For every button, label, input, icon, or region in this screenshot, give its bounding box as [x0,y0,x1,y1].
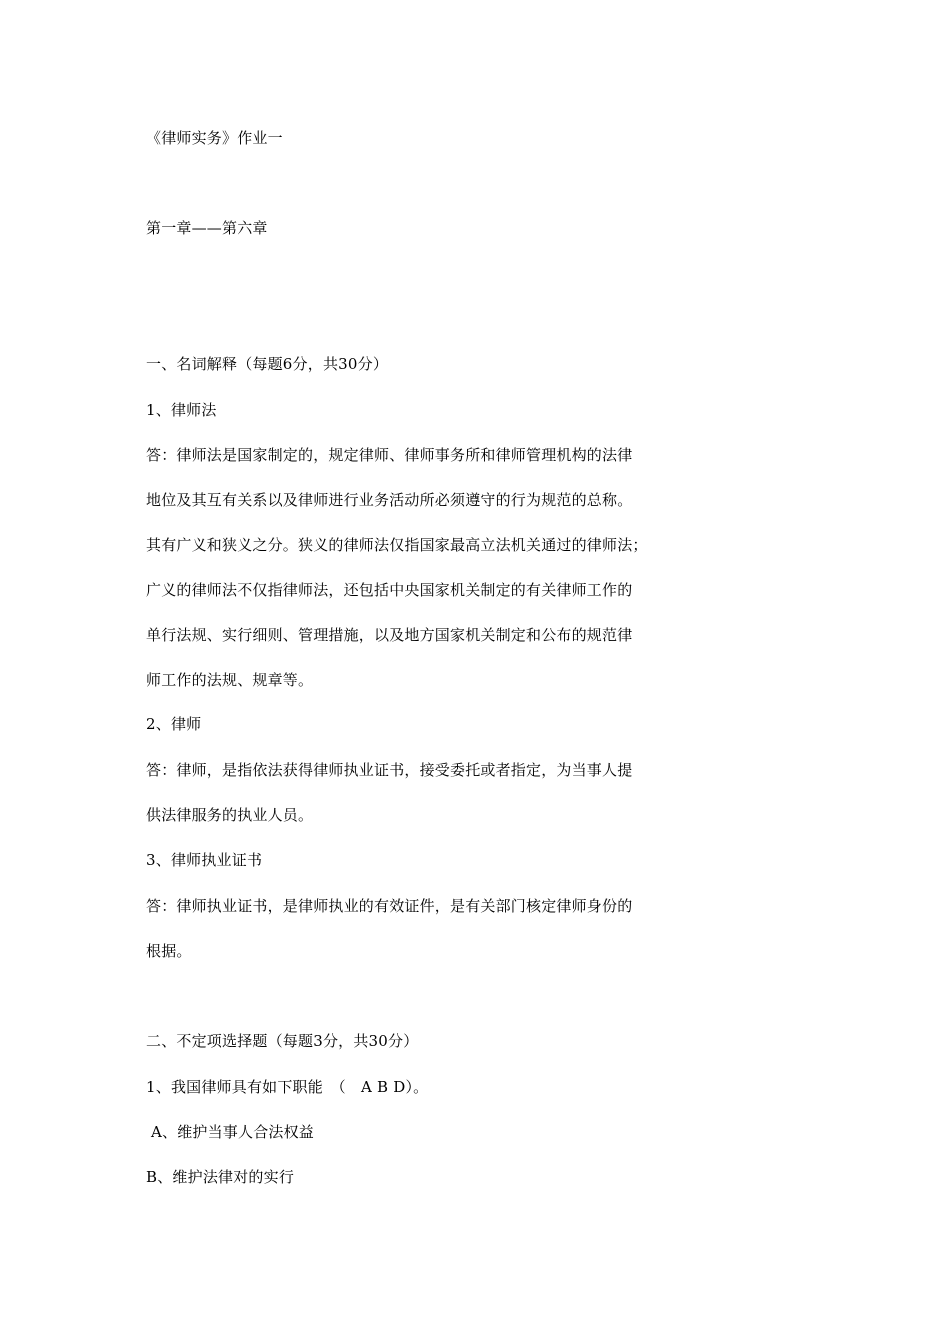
term-heading: 3、律师执业证书 [146,851,263,869]
question-text: 1、我国律师具有如下职能 （ A B D）。 [146,1078,429,1096]
answer-line: 答：律师法是国家制定的，规定律师、律师事务所和律师管理机构的法律 [146,446,633,464]
answer-line: 单行法规、实行细则、管理措施，以及地方国家机关制定和公布的规范律 [146,626,633,644]
option-b: B、维护法律对的实行 [146,1168,295,1186]
answer-line: 地位及其互有关系以及律师进行业务活动所必须遵守的行为规范的总称。 [146,491,633,509]
chapter-range: 第一章——第六章 [146,219,268,237]
answer-line: 其有广义和狭义之分。狭义的律师法仅指国家最高立法机关通过的律师法； [146,536,648,554]
answer-line: 答：律师，是指依法获得律师执业证书，接受委托或者指定，为当事人提 [146,761,633,779]
option-a: A、维护当事人合法权益 [146,1123,315,1141]
document-title: 《律师实务》作业一 [146,129,283,147]
answer-line: 广义的律师法不仅指律师法，还包括中央国家机关制定的有关律师工作的 [146,581,633,599]
section-heading: 二、不定项选择题（每题3分，共30分） [146,1032,419,1050]
section-heading: 一、名词解释（每题6分，共30分） [146,355,389,373]
answer-line: 师工作的法规、规章等。 [146,671,314,689]
term-heading: 2、律师 [146,715,202,733]
answer-line: 供法律服务的执业人员。 [146,806,314,824]
answer-line: 答：律师执业证书，是律师执业的有效证件，是有关部门核定律师身份的 [146,897,633,915]
term-heading: 1、律师法 [146,401,217,419]
answer-line: 根据。 [146,942,192,960]
